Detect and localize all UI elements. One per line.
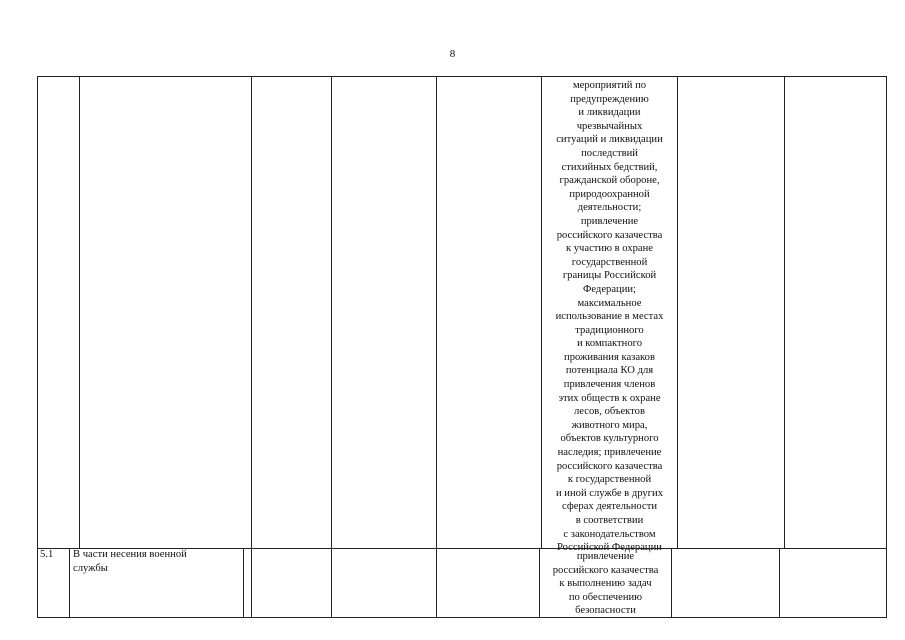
table-row-number-cell: 5.1 (40, 549, 54, 560)
column-divider (251, 76, 252, 618)
column-divider (677, 76, 678, 548)
table-right-border (886, 76, 887, 618)
table-bottom-border (37, 617, 887, 618)
page-number: 8 (449, 48, 456, 60)
table-row-name-cell: В части несения военной службы (73, 549, 187, 574)
table-top-border (37, 76, 887, 77)
table-row-measures-cell: привлечение российского казачества к выполнению задач по обеспечению безопасности (552, 551, 659, 617)
table-left-border (37, 76, 38, 618)
column-divider (69, 548, 70, 618)
column-divider (784, 76, 785, 548)
column-divider (779, 548, 780, 618)
column-divider (243, 548, 244, 618)
column-divider (671, 548, 672, 618)
column-divider (331, 76, 332, 618)
column-divider (436, 76, 437, 618)
table-row-measures-cell: мероприятий по предупреждению и ликвидации чрезвычайных ситуаций и ликвидации последствий стихийных бедствий, гражданской обороне, природоохранной деятельности; привлечение российского казачества к участию в охране государственной границы Российской Федерации; максимальное использование в местах традиционного и компактного проживания казаков потенциала КО для привлечения членов этих обществ к охране лесов, объектов животного мира, объектов культурного наследия; привлечение российского казачества к государственной и иной службе в других сферах деятельности в соответствии с законодательством Российской Федерации (555, 80, 664, 554)
column-divider (79, 76, 80, 548)
